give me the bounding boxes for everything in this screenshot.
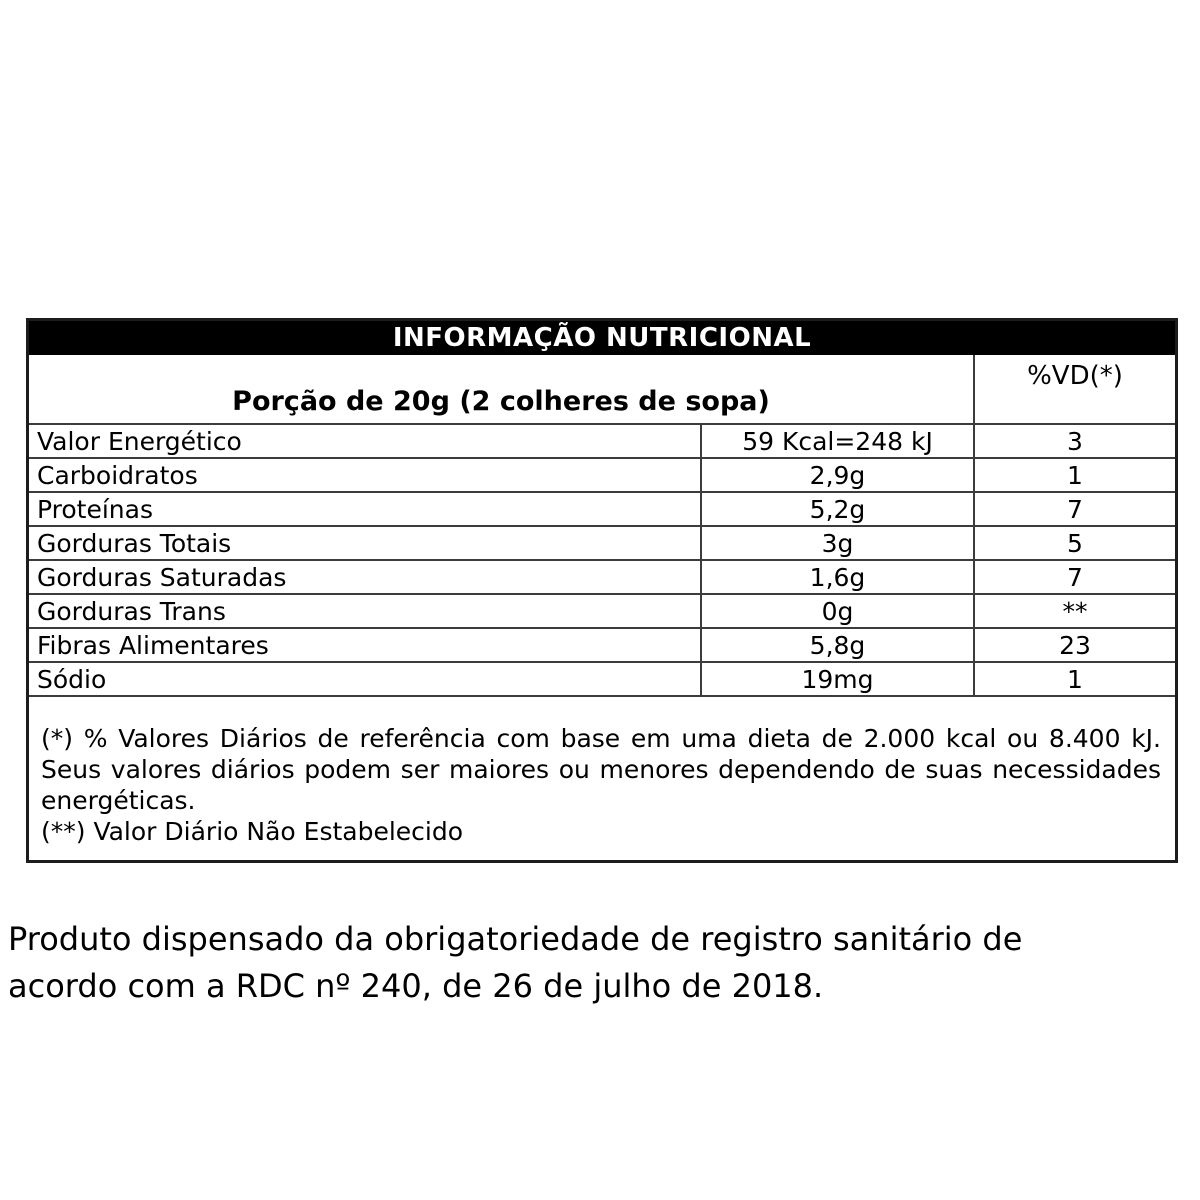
nutrient-row-sodio [29, 661, 1175, 695]
nutrient-row-gorduras-totais [29, 525, 1175, 559]
nutrient-vd: 23 [973, 629, 1175, 661]
nutrient-vd: 5 [973, 527, 1175, 559]
disclaimer-line-1: Produto dispensado da obrigatoriedade de registro sanitário de [8, 920, 1023, 958]
nutrient-row-gorduras-saturadas [29, 559, 1175, 593]
nutrient-vd: 3 [973, 425, 1175, 457]
nutrient-name: Gorduras Totais [37, 528, 232, 558]
nutrient-name: Fibras Alimentares [37, 630, 269, 660]
disclaimer-line-2: acordo com a RDC nº 240, de 26 de julho de 2018. [8, 967, 824, 1005]
nutrient-amount: 5,2g [700, 493, 973, 525]
footnote-daily-values-line2: Seus valores diários podem ser maiores ou menores dependendo de suas necessidades [41, 755, 1161, 784]
nutrient-row-gorduras-trans [29, 593, 1175, 627]
nutrient-amount: 5,8g [700, 629, 973, 661]
footnote-daily-values-line1: (*) % Valores Diários de referência com base em uma dieta de 2.000 kcal ou 8.400 kJ. [41, 724, 1161, 753]
registration-disclaimer [8, 916, 1192, 1010]
nutrient-row-valor-energetico [29, 423, 1175, 457]
table-title: INFORMAÇÃO NUTRICIONAL [29, 321, 1175, 355]
serving-row [29, 355, 1175, 423]
nutrient-row-carboidratos [29, 457, 1175, 491]
nutrient-amount: 19mg [700, 663, 973, 695]
nutrient-vd: 1 [973, 663, 1175, 695]
nutrient-amount: 0g [700, 595, 973, 627]
nutrient-name: Sódio [37, 664, 107, 694]
nutrient-name: Carboidratos [37, 460, 198, 490]
nutrient-amount: 2,9g [700, 459, 973, 491]
nutrient-name: Proteínas [37, 494, 153, 524]
nutrient-amount: 1,6g [700, 561, 973, 593]
nutrient-amount: 59 Kcal=248 kJ [700, 425, 973, 457]
vd-column-header: %VD(*) [973, 355, 1175, 423]
nutrient-row-fibras-alimentares [29, 627, 1175, 661]
nutrition-table [26, 318, 1178, 863]
nutrient-amount: 3g [700, 527, 973, 559]
footnote-daily-values-line3: energéticas. [41, 786, 196, 815]
nutrient-vd: 1 [973, 459, 1175, 491]
nutrient-vd: 7 [973, 561, 1175, 593]
nutrient-name: Valor Energético [37, 426, 242, 456]
serving-size: Porção de 20g (2 colheres de sopa) [232, 386, 770, 417]
nutrient-row-proteinas [29, 491, 1175, 525]
nutrient-name: Gorduras Saturadas [37, 562, 287, 592]
footnote-not-established: (**) Valor Diário Não Estabelecido [41, 817, 464, 846]
nutrient-vd: ** [973, 595, 1175, 627]
nutrient-name: Gorduras Trans [37, 596, 226, 626]
nutrient-vd: 7 [973, 493, 1175, 525]
footnotes [29, 695, 1175, 860]
